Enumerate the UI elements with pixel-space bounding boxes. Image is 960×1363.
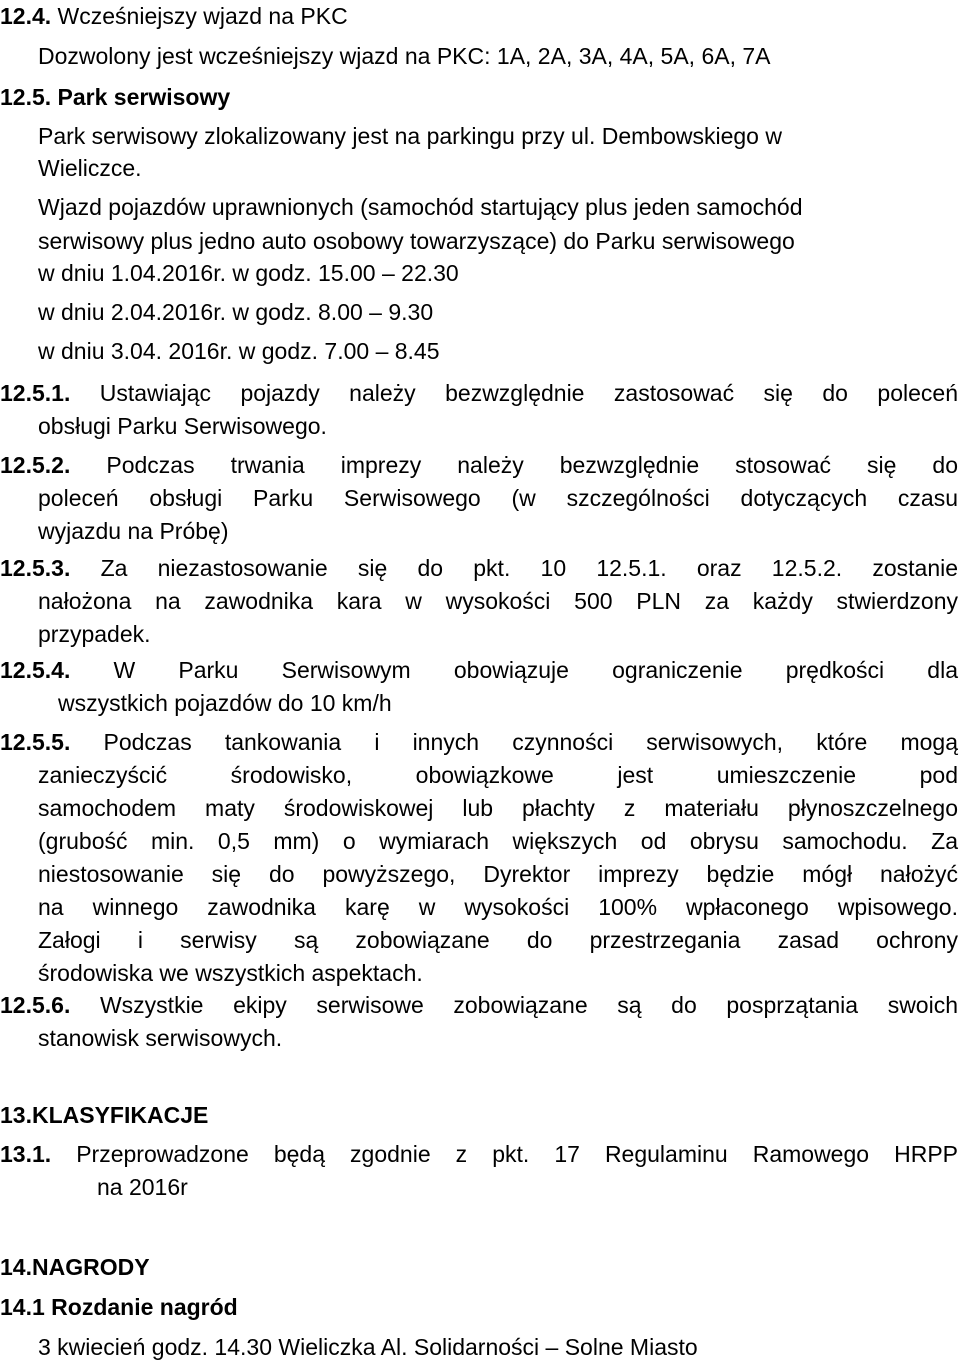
paragraph-12-5-1: [0, 377, 958, 443]
paragraph-number: 12.5.4.: [0, 657, 71, 683]
paragraph-12-5-2: [0, 449, 958, 548]
paragraph-number: 13.1.: [0, 1141, 52, 1167]
paragraph-12-5-4: [0, 654, 958, 720]
paragraph-line: stanowisk serwisowych.: [38, 1025, 283, 1051]
paragraph-line: przypadek.: [38, 621, 151, 647]
paragraph-line: (grubość min. 0,5 mm) o wymiarach większych od obrysu samochodu. Za: [38, 828, 958, 854]
paragraph-line: Podczas trwania imprezy należy bezwzględnie stosować się do: [106, 452, 958, 478]
paragraph-12-5-3: [0, 552, 958, 651]
section-title: Wcześniejszy wjazd na PKC: [57, 3, 348, 29]
paragraph-number: 12.5.6.: [0, 992, 71, 1018]
paragraph-13-1: [0, 1138, 958, 1204]
section-14-1-body: 3 kwiecień godz. 14.30 Wieliczka Al. Solidarności – Solne Miasto: [38, 1334, 698, 1360]
paragraph-line: wszystkich pojazdów do 10 km/h: [58, 690, 392, 716]
paragraph-line: Podczas tankowania i innych czynności serwisowych, które mogą: [103, 729, 958, 755]
paragraph-line: samochodem maty środowiskowej lub płachty z materiału płynoszczelnego: [38, 795, 958, 821]
paragraph-line: Wszystkie ekipy serwisowe zobowiązane są do posprzątania swoich: [99, 992, 958, 1018]
paragraph-line: na winnego zawodnika karę w wysokości 100% wpłaconego wpisowego.: [38, 894, 958, 920]
park-entry-day-2: w dniu 2.04.2016r. w godz. 8.00 – 9.30: [38, 299, 434, 325]
section-14-1-heading: 14.1 Rozdanie nagród: [0, 1294, 238, 1320]
section-12-4-body: Dozwolony jest wcześniejszy wjazd na PKC: 1A, 2A, 3A, 4A, 5A, 6A, 7A: [38, 43, 771, 69]
section-number: 12.4.: [0, 3, 52, 29]
paragraph-line: poleceń obsługi Parku Serwisowego (w szczególności dotyczących czasu: [38, 485, 958, 511]
park-entry-line-1: Wjazd pojazdów uprawnionych (samochód startujący plus jeden samochód: [38, 194, 803, 220]
paragraph-line: obsługi Parku Serwisowego.: [38, 413, 327, 439]
paragraph-line: na 2016r: [97, 1174, 188, 1200]
section-12-4-heading: [0, 2, 348, 30]
paragraph-line: Przeprowadzone będą zgodnie z pkt. 17 Regulaminu Ramowego HRPP: [76, 1141, 958, 1167]
paragraph-line: Załogi i serwisy są zobowiązane do przestrzegania zasad ochrony: [38, 927, 958, 953]
park-entry-line-3: w dniu 1.04.2016r. w godz. 15.00 – 22.30: [38, 260, 459, 286]
park-entry-day-3: w dniu 3.04. 2016r. w godz. 7.00 – 8.45: [38, 338, 440, 364]
paragraph-number: 12.5.5.: [0, 729, 71, 755]
paragraph-line: zanieczyścić środowisko, obowiązkowe jest umieszczenie pod: [38, 762, 958, 788]
section-13-heading: 13.KLASYFIKACJE: [0, 1102, 209, 1128]
paragraph-line: W Parku Serwisowym obowiązuje ograniczenie prędkości dla: [113, 657, 958, 683]
section-12-5-heading: 12.5. Park serwisowy: [0, 84, 231, 110]
park-entry-line-2: serwisowy plus jedno auto osobowy towarzyszące) do Parku serwisowego: [38, 228, 795, 254]
paragraph-line: Ustawiając pojazdy należy bezwzględnie zastosować się do poleceń: [99, 380, 958, 406]
paragraph-line: nałożona na zawodnika kara w wysokości 500 PLN za każdy stwierdzony: [38, 588, 958, 614]
paragraph-line: środowiska we wszystkich aspektach.: [38, 960, 423, 986]
paragraph-12-5-6: [0, 989, 958, 1055]
paragraph-number: 12.5.3.: [0, 555, 71, 581]
paragraph-number: 12.5.2.: [0, 452, 71, 478]
section-14-heading: 14.NAGRODY: [0, 1254, 150, 1280]
park-location-line-1: Park serwisowy zlokalizowany jest na parkingu przy ul. Dembowskiego w: [38, 123, 782, 149]
park-location-line-2: Wieliczce.: [38, 155, 142, 181]
paragraph-line: wyjazdu na Próbę): [38, 518, 229, 544]
paragraph-line: niestosowanie się do powyższego, Dyrektor imprezy będzie mógł nałożyć: [38, 861, 958, 887]
paragraph-line: Za niezastosowanie się do pkt. 10 12.5.1. oraz 12.5.2. zostanie: [100, 555, 959, 581]
paragraph-number: 12.5.1.: [0, 380, 71, 406]
paragraph-12-5-5: [0, 726, 958, 990]
